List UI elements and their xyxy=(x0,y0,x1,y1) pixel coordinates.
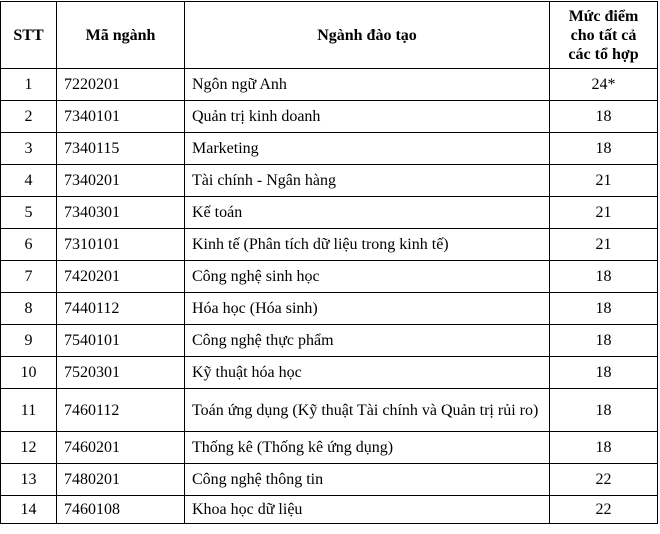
cell-code: 7220201 xyxy=(57,69,185,101)
table-row xyxy=(1,101,658,133)
cell-code: 7460108 xyxy=(57,496,185,524)
cell-stt: 14 xyxy=(1,496,57,524)
cell-program: Kinh tế (Phân tích dữ liệu trong kinh tế) xyxy=(185,229,550,261)
table-row xyxy=(1,197,658,229)
cell-program: Thống kê (Thống kê ứng dụng) xyxy=(185,432,550,464)
cell-program: Công nghệ sinh học xyxy=(185,261,550,293)
cell-program: Ngôn ngữ Anh xyxy=(185,69,550,101)
table-row xyxy=(1,69,658,101)
header-score-line-3: các tổ hợp xyxy=(568,45,639,63)
table-row xyxy=(1,293,658,325)
cell-score: 22 xyxy=(550,496,658,524)
table-row xyxy=(1,357,658,389)
header-score-line-1: Mức điểm xyxy=(568,7,639,25)
cell-code: 7420201 xyxy=(57,261,185,293)
table-row xyxy=(1,432,658,464)
cell-stt: 8 xyxy=(1,293,57,325)
cell-score: 18 xyxy=(550,432,658,464)
cell-stt: 10 xyxy=(1,357,57,389)
cell-program: Kế toán xyxy=(185,197,550,229)
table-row xyxy=(1,496,658,524)
cell-program: Toán ứng dụng (Kỹ thuật Tài chính và Quản trị rủi ro) xyxy=(185,389,550,432)
cell-program: Công nghệ thực phẩm xyxy=(185,325,550,357)
header-program: Ngành đào tạo xyxy=(185,2,550,69)
cell-code: 7340201 xyxy=(57,165,185,197)
table-row xyxy=(1,165,658,197)
cell-score: 22 xyxy=(550,464,658,496)
cell-stt: 7 xyxy=(1,261,57,293)
cell-program: Kỹ thuật hóa học xyxy=(185,357,550,389)
header-score xyxy=(550,2,658,69)
cell-code: 7540101 xyxy=(57,325,185,357)
cell-score: 18 xyxy=(550,133,658,165)
cell-program: Marketing xyxy=(185,133,550,165)
cell-stt: 11 xyxy=(1,389,57,432)
cell-stt: 9 xyxy=(1,325,57,357)
table-row xyxy=(1,229,658,261)
table-row xyxy=(1,325,658,357)
cell-code: 7520301 xyxy=(57,357,185,389)
admission-score-table xyxy=(0,1,658,524)
cell-stt: 4 xyxy=(1,165,57,197)
cell-score: 18 xyxy=(550,325,658,357)
cell-stt: 3 xyxy=(1,133,57,165)
cell-score: 21 xyxy=(550,229,658,261)
cell-score: 18 xyxy=(550,357,658,389)
cell-code: 7460201 xyxy=(57,432,185,464)
header-score-line-2: cho tất cả xyxy=(570,26,637,44)
table-row xyxy=(1,261,658,293)
cell-program: Tài chính - Ngân hàng xyxy=(185,165,550,197)
cell-program: Hóa học (Hóa sinh) xyxy=(185,293,550,325)
cell-stt: 13 xyxy=(1,464,57,496)
cell-code: 7340101 xyxy=(57,101,185,133)
table-row xyxy=(1,464,658,496)
header-code: Mã ngành xyxy=(57,2,185,69)
cell-stt: 12 xyxy=(1,432,57,464)
cell-score: 18 xyxy=(550,101,658,133)
cell-code: 7480201 xyxy=(57,464,185,496)
cell-code: 7310101 xyxy=(57,229,185,261)
cell-program: Quản trị kinh doanh xyxy=(185,101,550,133)
cell-code: 7340301 xyxy=(57,197,185,229)
cell-score: 24* xyxy=(550,69,658,101)
cell-score: 21 xyxy=(550,165,658,197)
cell-stt: 2 xyxy=(1,101,57,133)
cell-stt: 5 xyxy=(1,197,57,229)
cell-score: 18 xyxy=(550,293,658,325)
cell-score: 18 xyxy=(550,261,658,293)
table-header-row xyxy=(1,2,658,69)
cell-program: Công nghệ thông tin xyxy=(185,464,550,496)
cell-score: 21 xyxy=(550,197,658,229)
table-row xyxy=(1,389,658,432)
cell-stt: 1 xyxy=(1,69,57,101)
cell-score: 18 xyxy=(550,389,658,432)
cell-stt: 6 xyxy=(1,229,57,261)
table-row xyxy=(1,133,658,165)
cell-program: Khoa học dữ liệu xyxy=(185,496,550,524)
cell-code: 7460112 xyxy=(57,389,185,432)
cell-code: 7340115 xyxy=(57,133,185,165)
cell-code: 7440112 xyxy=(57,293,185,325)
header-stt: STT xyxy=(1,2,57,69)
